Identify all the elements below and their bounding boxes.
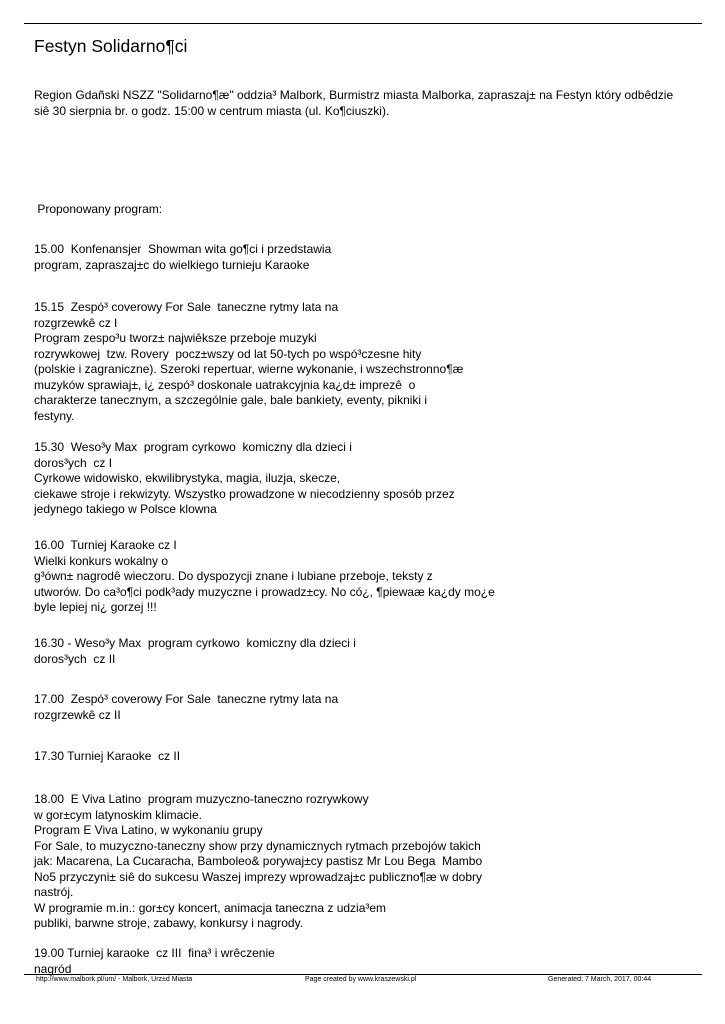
program-heading: Proponowany program: bbox=[34, 202, 163, 216]
program-item: 16.00 Turniej Karaoke cz I Wielki konkurs wokalny o g³ówn± nagrodê wieczoru. Do dyspozycji znane i lubiane przeboje, teksty z utworów. Do ca³o¶ci podk³ady muzyczne i prowadz±cy. No có¿, ¶piewaæ ka¿dy mo¿e byle lepiej ni¿ gorzej !!! bbox=[34, 538, 495, 614]
program-item: 15.15 Zespó³ coverowy For Sale taneczne rytmy lata na rozgrzewkê cz I Program zespo³u tworz± najwiêksze przeboje muzyki rozrywkowej tzw. Rovery pocz±wszy od lat 50-tych po wspó³czesne hity (polskie i zagraniczne). Szeroki repertuar, wierne wykonanie, i wszechstronno¶æ muzyków sprawiaj±, i¿ zespó³ doskonale uatrakcyjnia ka¿d± imprezê o charakterze tanecznym, a szczególnie gale, bale bankiety, eventy, pikniki i festyny. bbox=[34, 300, 464, 423]
program-item: 18.00 E Viva Latino program muzyczno-taneczno rozrywkowy w gor±cym latynoskim klimacie. Program E Viva Latino, w wykonaniu grupy For Sale, to muzyczno-taneczny show przy dynamicznych rytmach przebojów takich jak: Macarena, La Cucaracha, Bamboleo& porywaj±cy pastisz Mr Lou Bega Mambo No5 przyczyni± siê do sukcesu Waszej imprezy wprowadzaj±c publiczno¶æ w dobry nastrój. W programie m.in.: gor±cy koncert, animacja taneczna z udzia³em publiki, barwne stroje, zabawy, konkursy i nagrody. bbox=[34, 792, 483, 930]
program-item: 15.30 Weso³y Max program cyrkowo komiczny dla dzieci i doros³ych cz I Cyrkowe widowisko, ekwilibrystyka, magia, iluzja, skecze, ciekawe stroje i rekwizyty. Wszystko prowadzone w niecodzienny sposób przez jedynego takiego w Polsce klowna bbox=[34, 440, 455, 516]
program-item: 15.00 Konfenansjer Showman wita go¶ci i przedstawia program, zapraszaj±c do wielkiego turnieju Karaoke bbox=[34, 242, 332, 272]
footer-source-link[interactable]: http://www.malbork.pl/um/ - Malbork, Urz±d Miasta bbox=[36, 976, 193, 983]
footer-generated-date: Generated: 7 March, 2017, 00:44 bbox=[548, 976, 652, 983]
page-title: Festyn Solidarno¶ci bbox=[34, 36, 188, 56]
program-item: 17.30 Turniej Karaoke cz II bbox=[34, 749, 181, 763]
footer-rule bbox=[24, 974, 702, 975]
program-item: 16.30 - Weso³y Max program cyrkowo komiczny dla dzieci i doros³ych cz II bbox=[34, 636, 356, 666]
program-item: 19.00 Turniej karaoke cz III fina³ i wrêczenie nagród bbox=[34, 946, 275, 976]
header-rule bbox=[24, 23, 702, 24]
program-item: 17.00 Zespó³ coverowy For Sale taneczne rytmy lata na rozgrzewkê cz II bbox=[34, 692, 339, 722]
intro-paragraph: Region Gdañski NSZZ "Solidarno¶æ" oddzia³ Malbork, Burmistrz miasta Malborka, zapraszaj± na Festyn który odbêdzie siê 30 sierpnia br. o godz. 15:00 w centrum miasta (ul. Ko¶ciuszki). bbox=[34, 88, 674, 118]
footer-credit: Page created by www.kraszewski.pl bbox=[305, 976, 417, 983]
